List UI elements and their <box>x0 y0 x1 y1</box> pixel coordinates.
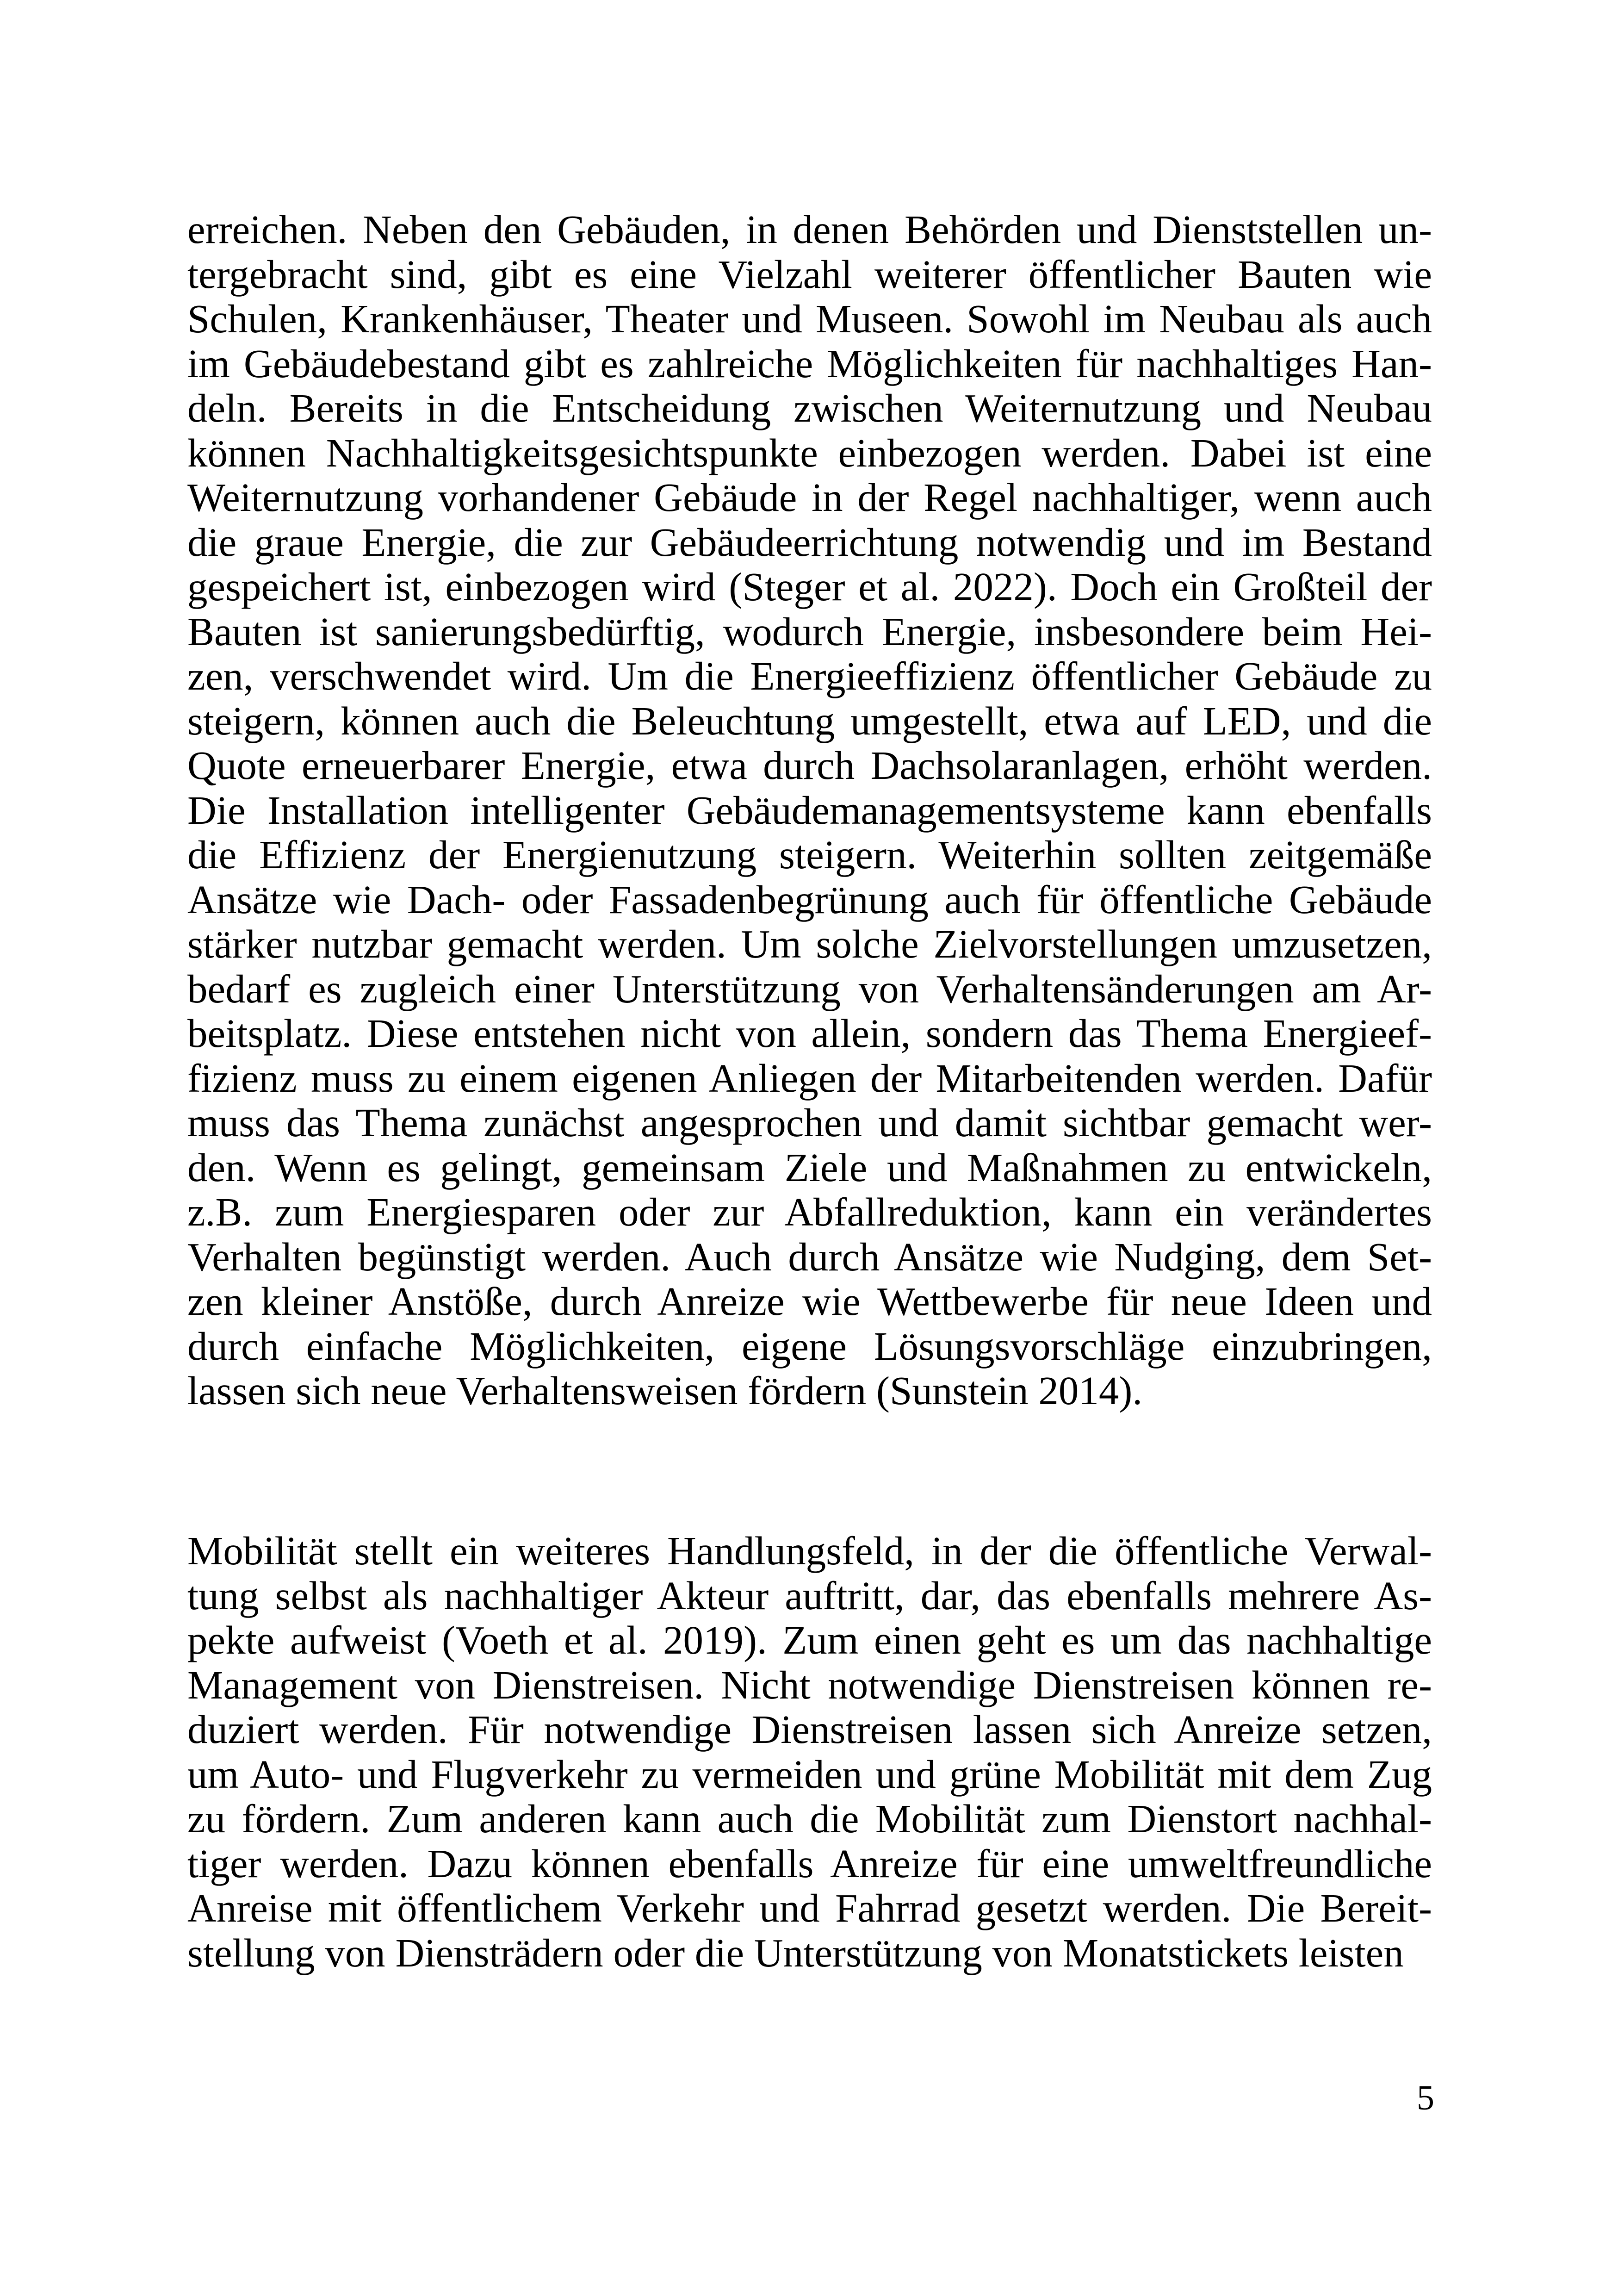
text-line: bedarf es zugleich einer Unterstützung von Verhaltensänderungen am Ar- <box>187 966 1432 1011</box>
text-line: zen kleiner Anstöße, durch Anreize wie Wettbewerbe für neue Ideen und <box>187 1279 1432 1324</box>
text-line: deln. Bereits in die Entscheidung zwischen Weiternutzung und Neubau <box>187 386 1432 430</box>
text-line: gespeichert ist, einbezogen wird (Steger et al. 2022). Doch ein Großteil der <box>187 564 1432 609</box>
text-line: lassen sich neue Verhaltensweisen fördern (Sunstein 2014). <box>187 1368 1143 1413</box>
text-line: die graue Energie, die zur Gebäudeerrichtung notwendig und im Bestand <box>187 519 1432 565</box>
text-line: Weiternutzung vorhandener Gebäude in der Regel nachhaltiger, wenn auch <box>187 475 1432 520</box>
text-line: pekte aufweist (Voeth et al. 2019). Zum einen geht es um das nachhaltige <box>187 1618 1432 1662</box>
text-line: erreichen. Neben den Gebäuden, in denen Behörden und Dienststellen un- <box>187 207 1432 252</box>
text-line: Die Installation intelligenter Gebäudemanagementsysteme kann ebenfalls <box>187 787 1432 833</box>
text-line: können Nachhaltigkeitsgesichtspunkte einbezogen werden. Dabei ist eine <box>187 430 1432 475</box>
text-line: tung selbst als nachhaltiger Akteur auftritt, dar, das ebenfalls mehrere As- <box>187 1573 1432 1618</box>
text-line: Ansätze wie Dach- oder Fassadenbegrünung auch für öffentliche Gebäude <box>187 877 1432 922</box>
text-line: duziert werden. Für notwendige Dienstreisen lassen sich Anreize setzen, <box>187 1707 1432 1752</box>
text-line: Mobilität stellt ein weiteres Handlungsfeld, in der die öffentliche Verwal- <box>187 1528 1432 1573</box>
text-line: Quote erneuerbarer Energie, etwa durch Dachsolaranlagen, erhöht werden. <box>187 743 1432 788</box>
text-line: um Auto- und Flugverkehr zu vermeiden und grüne Mobilität mit dem Zug <box>187 1751 1432 1797</box>
text-line: Verhalten begünstigt werden. Auch durch Ansätze wie Nudging, dem Set- <box>187 1234 1432 1279</box>
text-line: beitsplatz. Diese entstehen nicht von allein, sondern das Thema Energieef- <box>187 1011 1432 1056</box>
page-number: 5 <box>1417 2078 1434 2117</box>
text-line: zu fördern. Zum anderen kann auch die Mobilität zum Dienstort nachhal- <box>187 1796 1432 1841</box>
text-line: zen, verschwendet wird. Um die Energieeffizienz öffentlicher Gebäude zu <box>187 653 1432 698</box>
text-line: den. Wenn es gelingt, gemeinsam Ziele und Maßnahmen zu entwickeln, <box>187 1145 1432 1190</box>
body-paragraph <box>187 1529 1432 1975</box>
text-line: durch einfache Möglichkeiten, eigene Lösungsvorschläge einzubringen, <box>187 1323 1432 1369</box>
body-paragraph <box>187 207 1432 1413</box>
text-line: Bauten ist sanierungsbedürftig, wodurch Energie, insbesondere beim Hei- <box>187 609 1432 654</box>
text-line: im Gebäudebestand gibt es zahlreiche Möglichkeiten für nachhaltiges Han- <box>187 341 1432 386</box>
text-line: fizienz muss zu einem eigenen Anliegen der Mitarbeitenden werden. Dafür <box>187 1055 1432 1101</box>
text-line: tergebracht sind, gibt es eine Vielzahl weiterer öffentlicher Bauten wie <box>187 251 1432 297</box>
text-line: muss das Thema zunächst angesprochen und damit sichtbar gemacht wer- <box>187 1100 1432 1145</box>
text-line: stärker nutzbar gemacht werden. Um solche Zielvorstellungen umzusetzen, <box>187 921 1432 966</box>
text-line: Anreise mit öffentlichem Verkehr und Fahrrad gesetzt werden. Die Bereit- <box>187 1885 1432 1930</box>
text-line: z.B. zum Energiesparen oder zur Abfallreduktion, kann ein verändertes <box>187 1189 1432 1234</box>
text-line: Schulen, Krankenhäuser, Theater und Museen. Sowohl im Neubau als auch <box>187 296 1432 341</box>
text-line: Management von Dienstreisen. Nicht notwendige Dienstreisen können re- <box>187 1662 1432 1707</box>
text-line: stellung von Diensträdern oder die Unterstützung von Monatstickets leisten <box>187 1930 1404 1975</box>
text-line: die Effizienz der Energienutzung steigern. Weiterhin sollten zeitgemäße <box>187 832 1432 877</box>
text-line: tiger werden. Dazu können ebenfalls Anreize für eine umweltfreundliche <box>187 1841 1432 1886</box>
text-line: steigern, können auch die Beleuchtung umgestellt, etwa auf LED, und die <box>187 698 1432 743</box>
